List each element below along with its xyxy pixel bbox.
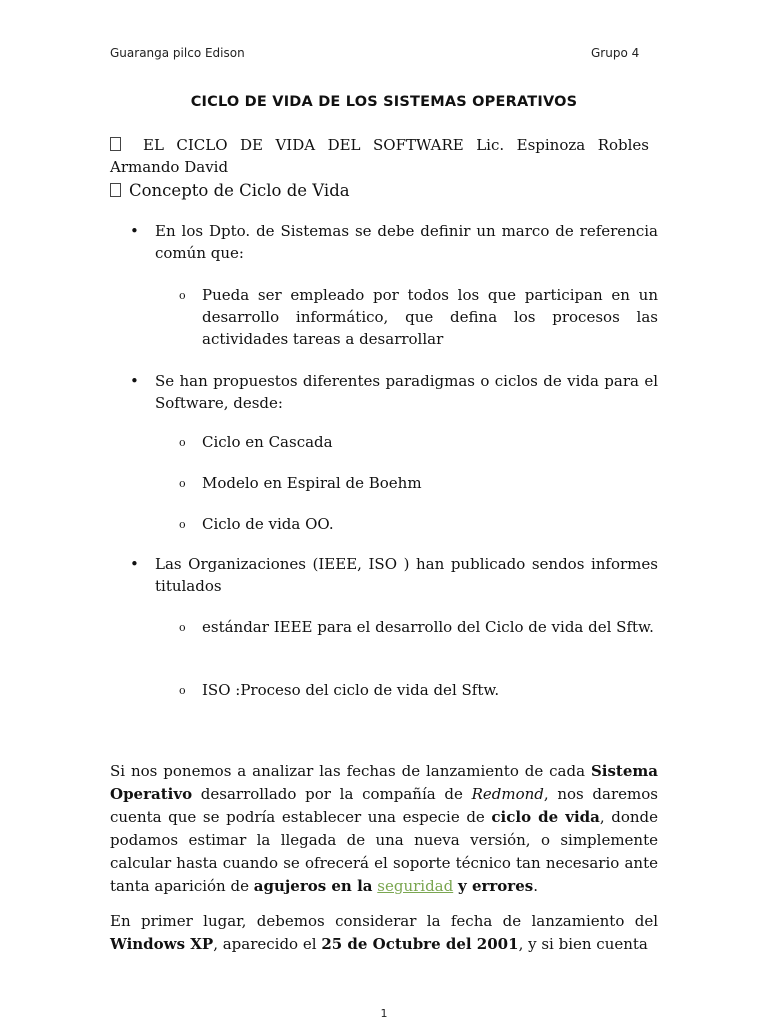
intro-line-software	[110, 134, 658, 156]
page-number: 1	[380, 1007, 388, 1020]
bold-ciclo-de-vida: ciclo de vida	[491, 808, 600, 826]
sub-item-2-2: Modelo en Espiral de Boehm	[202, 474, 422, 492]
intro-line1-cont: Armando David	[110, 158, 229, 176]
bold-fecha: 25 de Octubre del 2001	[321, 935, 519, 953]
intro-line1-text: EL CICLO DE VIDA DEL SOFTWARE Lic. Espinoza Robles	[143, 136, 649, 154]
document-title: CICLO DE VIDA DE LOS SISTEMAS OPERATIVOS	[190, 94, 578, 110]
sub-bullet-icon: o	[179, 518, 186, 531]
checkbox-icon	[110, 137, 121, 151]
header-author: Guaranga pilco Edison	[110, 46, 245, 60]
intro-line-concept	[110, 179, 658, 202]
bullet-icon: •	[130, 372, 139, 390]
bold-windows-xp: Windows XP	[110, 935, 214, 953]
sub-item-3-1: estándar IEEE para el desarrollo del Ciclo de vida del Sftw.	[202, 618, 654, 636]
seguridad-link[interactable]: seguridad	[377, 877, 454, 895]
bullet-icon: •	[130, 222, 139, 240]
intro-line2-text: Concepto de Ciclo de Vida	[129, 181, 350, 200]
checkbox-icon	[110, 183, 121, 197]
bullet-item-1: En los Dpto. de Sistemas se debe definir un marco de referencia común que:	[155, 222, 658, 262]
header-group: Grupo 4	[591, 46, 640, 60]
italic-redmond: Redmond	[471, 785, 544, 803]
bullet-item-2: Se han propuestos diferentes paradigmas o ciclos de vida para el Software, desde:	[155, 372, 658, 412]
paragraph-1: Si nos ponemos a analizar las fechas de lanzamiento de cada Sistema Operativo desarrollado por la compañía de Redmond, nos daremos cuenta que se podría establecer una especie de ciclo de vida, donde podamos estimar la llegada de una nueva versión, o simplemente calcular hasta cuando se ofrecerá el soporte técnico tan necesario ante tanta aparición de agujeros en la seguridad y errores.	[110, 762, 659, 895]
bold-agujeros: agujeros en la	[253, 877, 373, 895]
bullet-icon: •	[130, 555, 139, 573]
bold-sistema-operativo: Sistema Operativo	[110, 762, 658, 803]
sub-bullet-icon: o	[179, 436, 186, 449]
sub-item-2-1: Ciclo en Cascada	[202, 433, 333, 451]
sub-item-1-1: Pueda ser empleado por todos los que participan en un desarrollo informático, que defina los procesos las actividades tareas a desarrollar	[202, 286, 658, 348]
sub-item-3-2: ISO :Proceso del ciclo de vida del Sftw.	[202, 681, 500, 699]
bullet-item-3: Las Organizaciones (IEEE, ISO ) han publicado sendos informes titulados	[155, 555, 658, 595]
sub-bullet-icon: o	[179, 477, 186, 490]
bold-errores: y errores	[458, 877, 534, 895]
sub-bullet-icon: o	[179, 621, 186, 634]
sub-bullet-icon: o	[179, 684, 186, 697]
sub-bullet-icon: o	[179, 289, 186, 302]
paragraph-2: En primer lugar, debemos considerar la fecha de lanzamiento del Windows XP, aparecido el 25 de Octubre del 2001, y si bien cuenta	[110, 912, 658, 953]
sub-item-2-3: Ciclo de vida OO.	[202, 515, 334, 533]
